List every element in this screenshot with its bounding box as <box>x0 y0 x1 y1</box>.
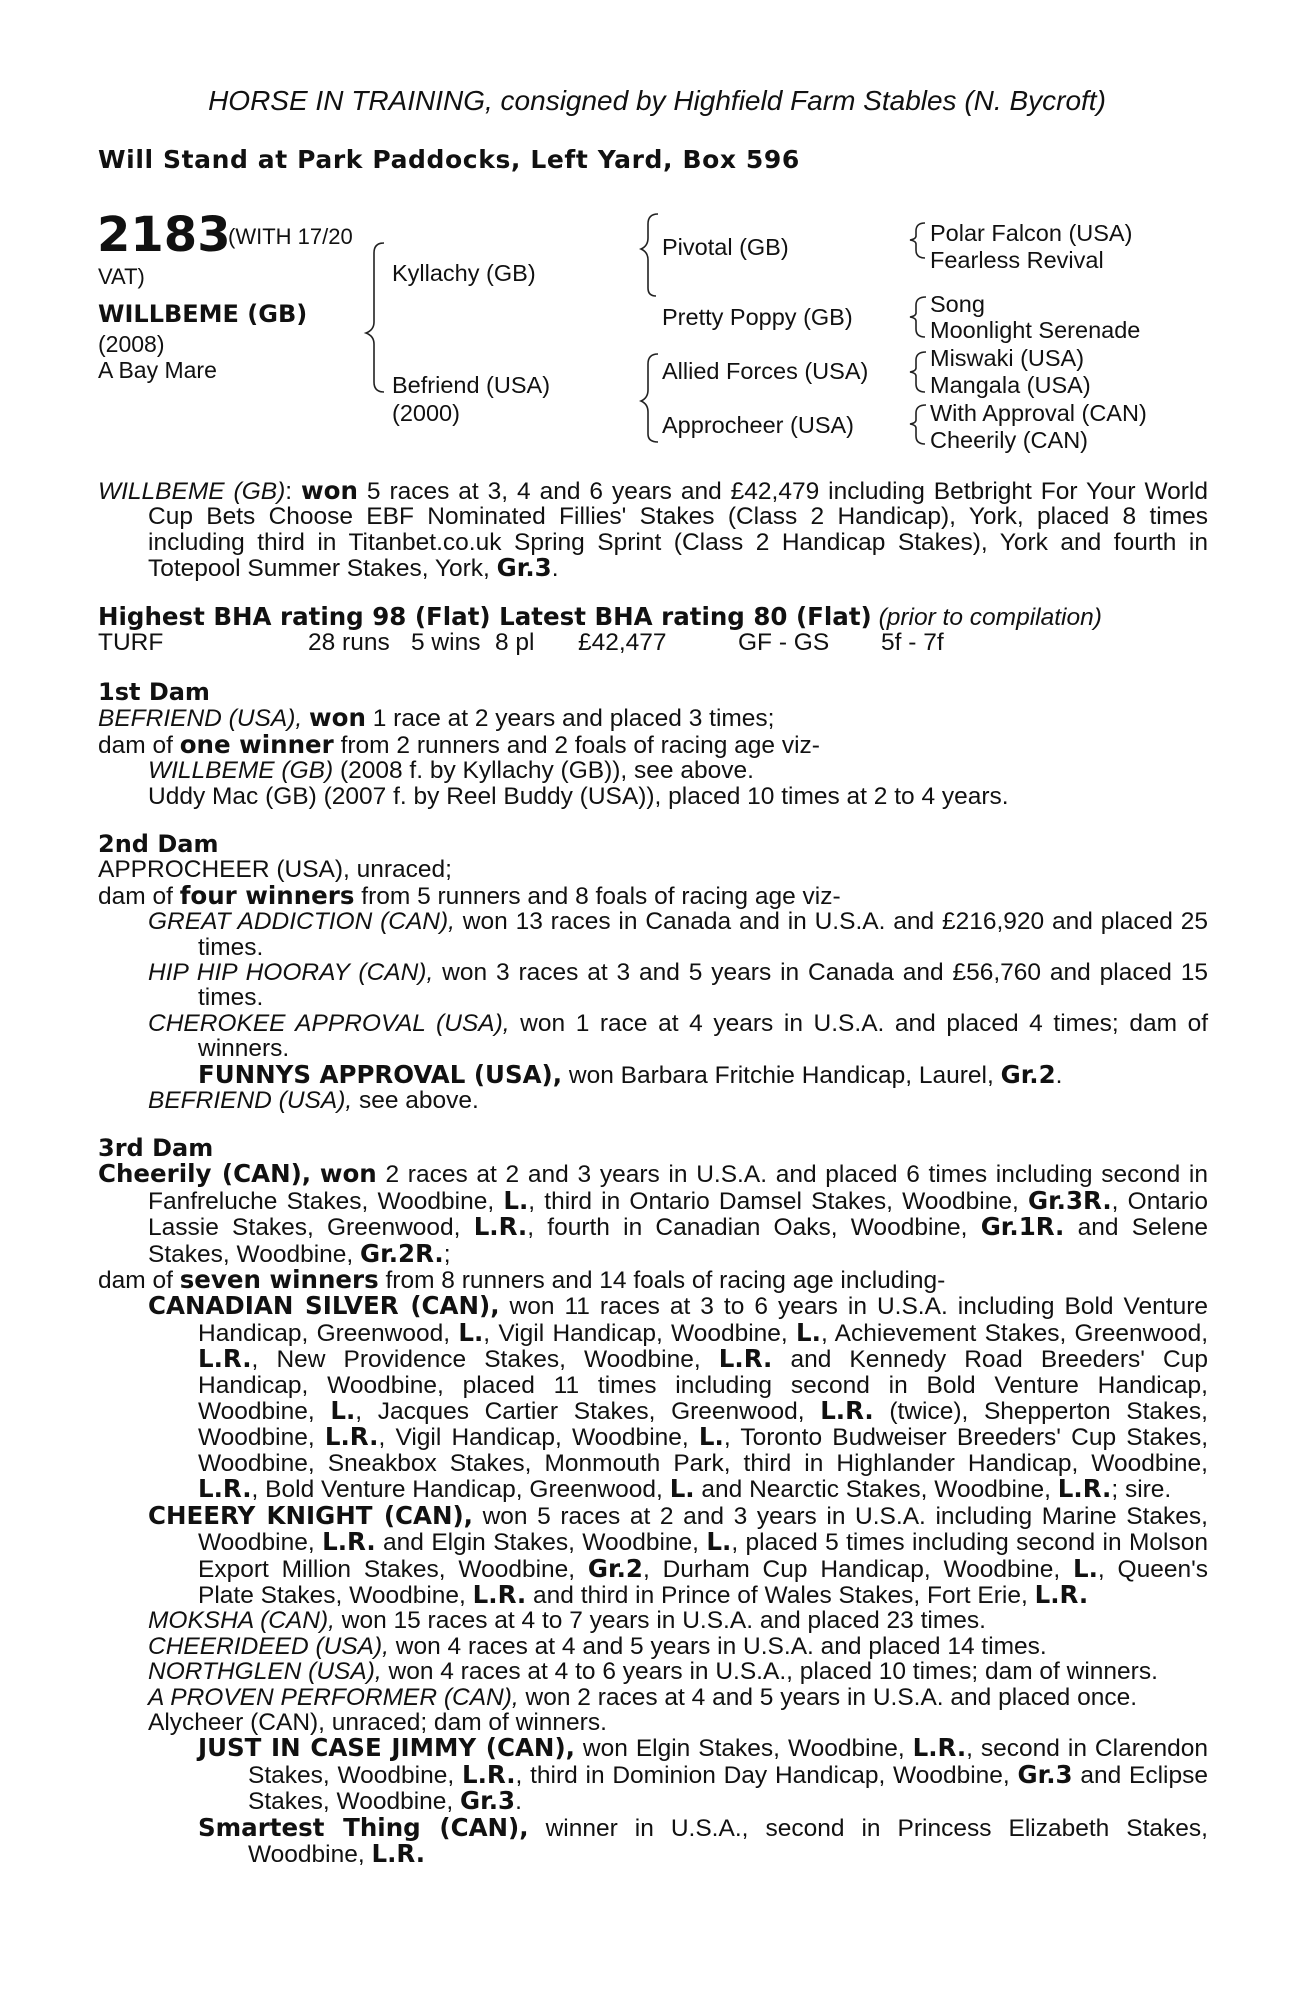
pedigree-sire-dam: Pretty Poppy (GB) <box>662 304 853 330</box>
pedigree-g3-4: Moonlight Serenade <box>930 317 1141 343</box>
pedigree-dam-year: (2000) <box>392 400 460 426</box>
third-dam-title: 3rd Dam <box>98 1134 214 1162</box>
bracket-gen1 <box>366 243 384 392</box>
progeny-canadian-silver: CANADIAN SILVER (CAN), won 11 races at 3 to 6 years in U.S.A. including Bold Venture Handicap, Greenwood, L., Vigil Handicap, Woodbine, L., Achievement Stakes, Greenwood, L.R., New Providence Stakes, Woodbine, L.R. and Kennedy Road Breeders' Cup Handicap, Woodbine, placed 11 times including second in Bold Venture Handicap, Woodbine, L., Jacques Cartier Stakes, Greenwood, L.R. (twice), Shepperton Stakes, Woodbine, L.R., Vigil Handicap, Woodbine, L., Toronto Budweiser Breeders' Cup Stakes, Woodbine, Sneakbox Stakes, Monmouth Park, third in Highlander Handicap, Woodbine, L.R., Bold Venture Handicap, Greenwood, L. and Nearctic Stakes, Woodbine, L.R.; sire. <box>148 1291 1209 1504</box>
first-dam-title: 1st Dam <box>98 678 210 706</box>
bha-rating: Highest BHA rating 98 (Flat) Latest BHA rating 80 (Flat) (prior to compilation) <box>98 602 1102 631</box>
pedigree-g3-3: Song <box>930 291 985 317</box>
horse-name: WILLBEME (GB) <box>98 300 308 328</box>
pedigree-dam-dam: Approcheer (USA) <box>662 412 854 438</box>
stand-location: Will Stand at Park Paddocks, Left Yard, Box 596 <box>98 145 800 174</box>
horse-description: A Bay Mare <box>98 357 217 383</box>
pedigree-dam-sire: Allied Forces (USA) <box>662 358 869 384</box>
consignment-title: HORSE IN TRAINING, consigned by Highfield Farm Stables (N. Bycroft) <box>208 85 1106 116</box>
pedigree-g3-8: Cheerily (CAN) <box>930 427 1088 453</box>
bracket-g3-3 <box>910 352 926 392</box>
race-summary: WILLBEME (GB): won 5 races at 3, 4 and 6 years and £42,479 including Betbright For Your World Cup Bets Choose EBF Nominated Fillies' Stakes (Class 2 Handicap), York, placed 8 times including third in Titanbet.co.uk Spring Sprint (Class 2 Handicap Stakes), York and fourth in Totepool Summer Stakes, York, Gr.3. <box>98 476 1208 583</box>
second-dam-section: 2nd Dam APPROCHEER (USA), unraced; dam of four winners from 5 runners and 8 foals of racing age viz- GREAT ADDICTION (CAN), won 13 races in Canada and in U.S.A. and £216,920 and placed 25 times. HIP HIP HOORAY (CAN), won 3 races at 3 and 5 years in Canada and £56,760 and placed 15 times. CHEROKEE APPROVAL (USA), won 1 race at 4 years in U.S.A. and placed 4 times; dam of winners. FUNNYS APPROVAL (USA), won Barbara Fritchie Handicap, Laurel, Gr.2. BEFRIEND (USA), see above. <box>98 830 1208 1115</box>
bracket-g3-1 <box>910 223 925 258</box>
lot-vat-note: (WITH 17/20 <box>228 224 353 249</box>
progeny-smartest-thing: Smartest Thing (CAN), winner in U.S.A., second in Princess Elizabeth Stakes, Woodbine, L.R. <box>198 1812 1208 1868</box>
third-dam-section: 3rd Dam Cheerily (CAN), won 2 races at 2 and 3 years in U.S.A. and placed 6 times including second in Fanfreluche Stakes, Woodbine, L., third in Ontario Damsel Stakes, Woodbine, Gr.3R., Ontario Lassie Stakes, Greenwood, L.R., fourth in Canadian Oaks, Woodbine, Gr.1R. and Selene Stakes, Woodbine, Gr.2R.; dam of seven winners from 8 runners and 14 foals of racing age including- CANADIAN SILVER (CAN), won 11 races at 3 to 6 years in U.S.A. including Bold Venture Handicap, Greenwood, L., Vigil Handicap, Woodbine, L., Achievement Stakes, Greenwood, L.R., New Providence Stakes, Woodbine, L.R. and Kennedy Road Breeders' Cup Handicap, Woodbine, placed 11 times including second in Bold Venture Handicap, Woodbine, L., Jacques Cartier Stakes, Greenwood, L.R. (twice), Shepperton Stakes, Woodbine, L.R., Vigil Handicap, Woodbine, L., Toronto Budweiser Breeders' Cup Stakes, Woodbine, Sneakbox Stakes, Monmouth Park, third in Highlander Handicap, Woodbine, L.R., Bold Venture Handicap, Greenwood, L. and Nearctic Stakes, Woodbine, L.R.; sire. CHEERY KNIGHT (CAN), won 5 races at 2 and 3 years in U.S.A. including Marine Stakes, Woodbine, L.R. and Elgin Stakes, Woodbine, L., placed 5 times including second in Molson Export Million Stakes, Woodbine, Gr.2, Durham Cup Handicap, Woodbine, L., Queen's Plate Stakes, Woodbine, L.R. and third in Prince of Wales Stakes, Fort Erie, L.R. MOKSHA (CAN), won 15 races at 4 to 7 years in U.S.A. and placed 23 times. CHEERIDEED (USA), won 4 races at 4 and 5 years in U.S.A. and placed 14 times. NORTHGLEN (USA), won 4 races at 4 to 6 years in U.S.A., placed 10 times; dam of winners. A PROVEN PERFORMER (CAN), won 2 races at 4 and 5 years in U.S.A. and placed once. Alycheer (CAN), unraced; dam of winners. JUST IN CASE JIMMY (CAN), won Elgin Stakes, Woodbine, L.R., second in Clarendon Stakes, Woodbine, L.R., third in Dominion Day Handicap, Woodbine, Gr.3 and Eclipse Stakes, Woodbine, Gr.3. Smartest Thing (CAN), winner in U.S.A., second in Princess Elizabeth Stakes, Woodbine, L.R. <box>98 1134 1209 1868</box>
bracket-g3-2 <box>910 297 926 337</box>
first-dam-section: 1st Dam BEFRIEND (USA), won 1 race at 2 years and placed 3 times; dam of one winner from 2 runners and 2 foals of racing age viz- WILLBEME (GB) (2008 f. by Kyllachy (GB)), see above. Uddy Mac (GB) (2007 f. by Reel Buddy (USA)), placed 10 times at 2 to 4 years. <box>98 680 1208 809</box>
foaled-year: (2008) <box>98 331 165 357</box>
bracket-gen2-sire <box>641 214 658 296</box>
second-dam-title: 2nd Dam <box>98 830 219 858</box>
bracket-g3-4 <box>910 405 926 444</box>
pedigree-g3-7: With Approval (CAN) <box>930 400 1147 426</box>
pedigree-dam: Befriend (USA) <box>392 372 551 398</box>
progeny-cheery-knight: CHEERY KNIGHT (CAN), won 5 races at 2 and 3 years in U.S.A. including Marine Stakes, Woodbine, L.R. and Elgin Stakes, Woodbine, L., placed 5 times including second in Molson Export Million Stakes, Woodbine, Gr.2, Durham Cup Handicap, Woodbine, L., Queen's Plate Stakes, Woodbine, L.R. and third in Prince of Wales Stakes, Fort Erie, L.R. <box>148 1500 1209 1609</box>
pedigree-sire: Kyllachy (GB) <box>392 260 536 286</box>
lot-number: 2183 <box>97 207 231 263</box>
progeny-just-in-case-jimmy: JUST IN CASE JIMMY (CAN), won Elgin Stakes, Woodbine, L.R., second in Clarendon Stakes, Woodbine, L.R., third in Dominion Day Handicap, Woodbine, Gr.3 and Eclipse Stakes, Woodbine, Gr.3. <box>198 1733 1209 1816</box>
pedigree-g3-6: Mangala (USA) <box>930 372 1091 398</box>
lot-vat-note-cont: VAT) <box>98 264 145 289</box>
pedigree-g3-5: Miswaki (USA) <box>930 345 1085 371</box>
turf-stats: TURF 28 runs 5 wins 8 pl £42,477 GF - GS 5f - 7f <box>98 629 944 656</box>
summary-horse: WILLBEME (GB) <box>98 478 286 505</box>
pedigree-g3-2: Fearless Revival <box>930 247 1104 273</box>
pedigree-g3-1: Polar Falcon (USA) <box>930 220 1133 246</box>
bracket-gen2-dam <box>641 354 658 442</box>
pedigree-sire-sire: Pivotal (GB) <box>662 234 789 260</box>
